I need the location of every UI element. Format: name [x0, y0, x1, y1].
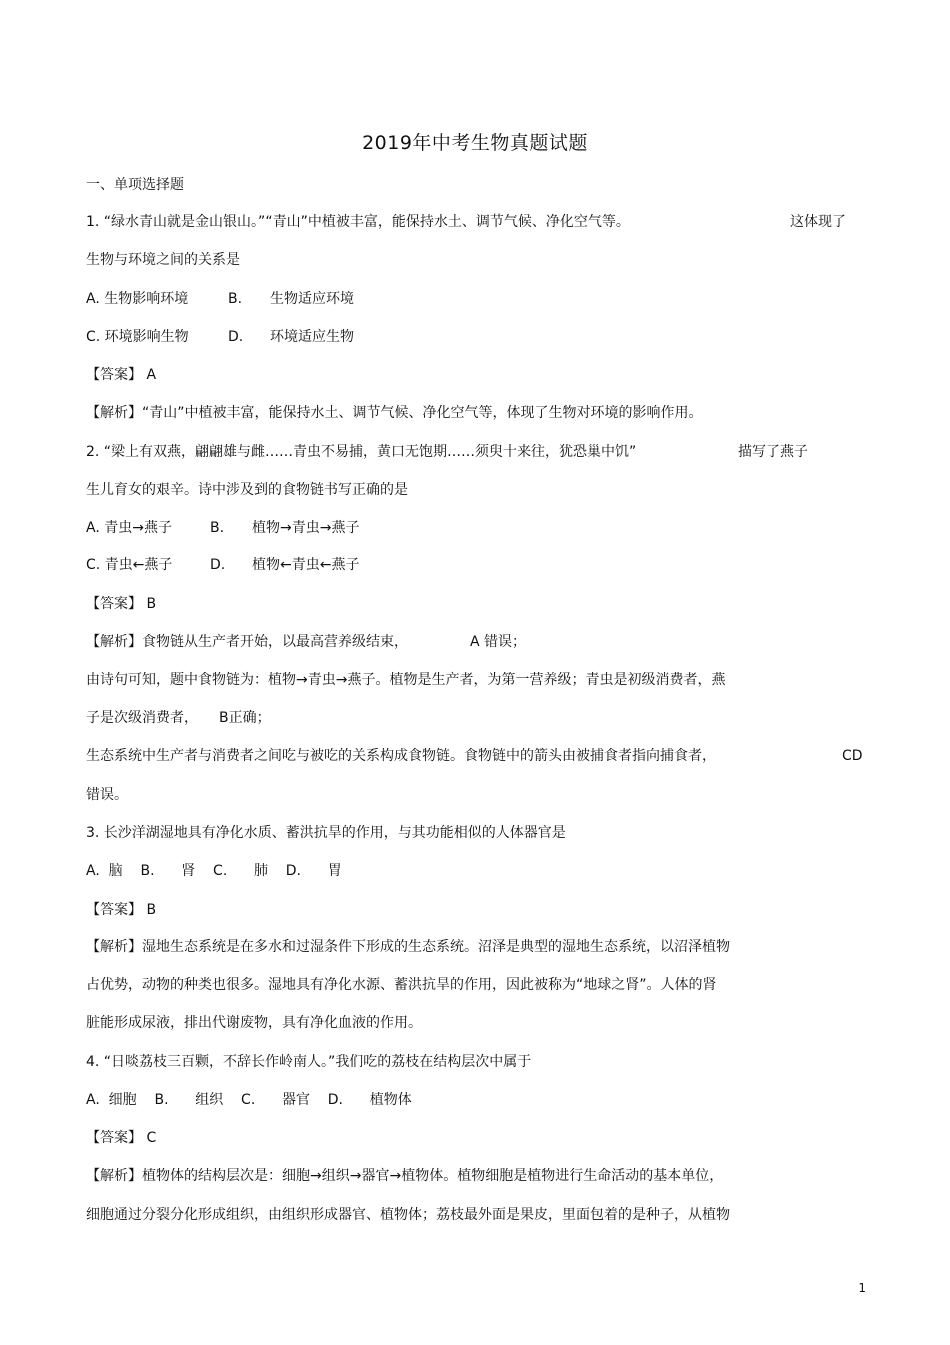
q1-stem-line1-tail: 这体现了	[790, 214, 846, 230]
section-heading: 一、单项选择题	[86, 177, 184, 193]
q2-analysis-line3-tail: B正确；	[219, 710, 271, 726]
q3-analysis-line3: 脏能形成尿液，排出代谢废物，具有净化血液的作用。	[86, 1015, 422, 1031]
q1-option-c: C. 环境影响生物	[86, 329, 189, 345]
q4-answer: 【答案】 C	[86, 1130, 157, 1146]
q1-options-cd	[86, 328, 354, 346]
q2-analysis-line2: 由诗句可知，题中食物链为：植物→青虫→燕子。植物是生产者，为第一营养级；青虫是初级消费者，燕	[86, 672, 726, 688]
q1-option-b-label: B.	[228, 291, 243, 307]
q4-stem: 4. “日啖荔枝三百颗，不辞长作岭南人。”我们吃的荔枝在结构层次中属于	[86, 1054, 532, 1070]
q1-option-b: 生物适应环境	[270, 291, 354, 307]
q4-analysis-line1: 【解析】植物体的结构层次是：细胞→组织→器官→植物体。植物细胞是植物进行生命活动的基本单位，	[86, 1168, 724, 1184]
page-number: 1	[858, 1281, 866, 1295]
q2-option-c: C. 青虫←燕子	[86, 557, 173, 573]
q3-analysis-line1: 【解析】湿地生态系统是在多水和过湿条件下形成的生态系统。沼泽是典型的湿地生态系统，以沼泽植物	[86, 939, 730, 955]
q2-analysis-line5: 错误。	[86, 787, 128, 803]
q1-option-d: 环境适应生物	[270, 329, 354, 345]
q2-answer: 【答案】 B	[86, 596, 157, 612]
q1-options-ab	[86, 290, 354, 308]
q2-options-cd	[86, 556, 359, 574]
q2-option-b: 植物→青虫→燕子	[252, 520, 360, 536]
q2-analysis-line1: 【解析】食物链从生产者开始，以最高营养级结束，	[86, 634, 408, 650]
q2-analysis-line4: 生态系统中生产者与消费者之间吃与被吃的关系构成食物链。食物链中的箭头由被捕食者指向捕食者，	[86, 748, 716, 764]
q2-option-b-label: B.	[210, 520, 225, 536]
q2-analysis-line1-tail: A 错误；	[470, 634, 527, 650]
q3-options: A. 脑 B. 肾 C. 肺 D. 胃	[86, 863, 342, 879]
document-title: 2019年中考生物真题试题	[362, 132, 588, 154]
q3-stem: 3. 长沙洋湖湿地具有净化水质、蓄洪抗旱的作用，与其功能相似的人体器官是	[86, 825, 566, 841]
q2-option-a: A. 青虫→燕子	[86, 520, 172, 536]
q1-stem-line2: 生物与环境之间的关系是	[86, 252, 240, 268]
q2-stem-line1: 2. “梁上有双燕，翩翩雄与雌……青虫不易捕，黄口无饱期……须臾十来往，犹恐巢中饥”	[86, 444, 637, 460]
q1-analysis: 【解析】“青山”中植被丰富，能保持水土、调节气候、净化空气等，体现了生物对环境的影响作用。	[86, 405, 703, 421]
q1-option-d-label: D.	[228, 329, 244, 345]
q1-stem-line1: 1. “绿水青山就是金山银山。”“青山”中植被丰富，能保持水土、调节气候、净化空气等。	[86, 214, 630, 230]
q1-option-a: A. 生物影响环境	[86, 291, 189, 307]
q2-analysis-line3: 子是次级消费者，	[86, 710, 198, 726]
q2-option-d: 植物←青虫←燕子	[252, 557, 360, 573]
q3-analysis-line2: 占优势，动物的种类也很多。湿地具有净化水源、蓄洪抗旱的作用，因此被称为“地球之肾”。人体的肾	[86, 977, 717, 993]
q4-options: A. 细胞 B. 组织 C. 器官 D. 植物体	[86, 1092, 412, 1108]
q1-answer: 【答案】 A	[86, 367, 157, 383]
q3-answer: 【答案】 B	[86, 902, 157, 918]
q4-analysis-line2: 细胞通过分裂分化形成组织，由组织形成器官、植物体；荔枝最外面是果皮，里面包着的是种子，从植物	[86, 1207, 730, 1223]
q2-option-d-label: D.	[210, 557, 226, 573]
q2-analysis-line4-tail: CD	[842, 748, 863, 764]
q2-stem-line1-tail: 描写了燕子	[738, 444, 808, 460]
q2-options-ab	[86, 519, 359, 537]
q2-stem-line2: 生儿育女的艰辛。诗中涉及到的食物链书写正确的是	[86, 482, 408, 498]
